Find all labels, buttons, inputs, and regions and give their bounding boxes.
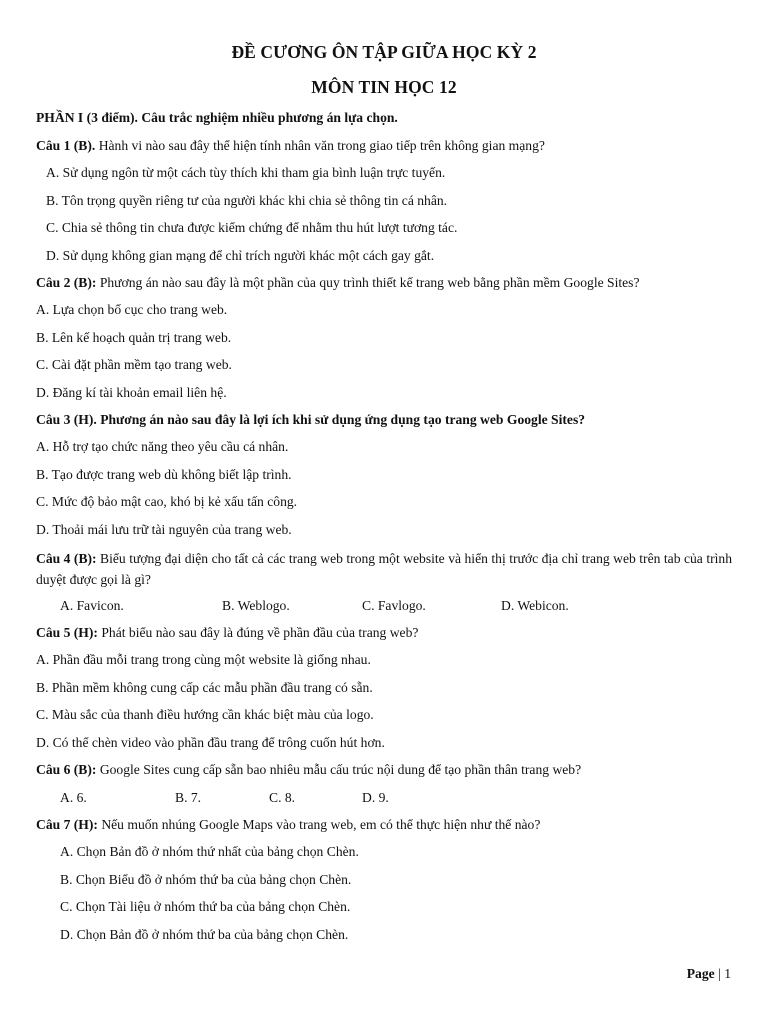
question-4-option-d: D. Webicon. [501,598,569,613]
page-number: 1 [724,966,731,981]
question-6-options [0,789,768,807]
question-4-option-c: C. Favlogo. [362,598,426,613]
question-1-option-c: C. Chia sẻ thông tin chưa được kiểm chứng để nhằm thu hút lượt tương tác. [46,220,458,235]
question-7-option-a: A. Chọn Bản đồ ở nhóm thứ nhất của bảng chọn Chèn. [60,844,359,859]
question-4 [36,548,732,590]
question-5-option-a: A. Phần đầu mỗi trang trong cùng một website là giống nhau. [36,652,371,667]
section-heading: PHẦN I (3 điểm). Câu trắc nghiệm nhiều phương án lựa chọn. [36,110,398,125]
question-4-label: Câu 4 (B): [36,551,97,566]
page-footer [687,966,731,982]
question-2-option-b: B. Lên kế hoạch quản trị trang web. [36,330,232,345]
question-3-option-b: B. Tạo được trang web dù không biết lập trình. [36,467,292,482]
question-7-text: Nếu muốn nhúng Google Maps vào trang web, em có thể thực hiện như thế nào? [97,817,541,832]
question-2 [36,274,732,292]
question-2-option-d: D. Đăng kí tài khoản email liên hệ. [36,385,227,400]
question-3-option-a: A. Hỗ trợ tạo chức năng theo yêu cầu cá nhân. [36,439,289,454]
question-3 [36,411,732,429]
question-7-option-c: C. Chọn Tài liệu ở nhóm thứ ba của bảng chọn Chèn. [60,899,351,914]
question-6-option-a: A. 6. [60,790,87,805]
question-5-text: Phát biểu nào sau đây là đúng về phần đầu của trang web? [97,625,419,640]
question-7-label: Câu 7 (H): [36,817,98,832]
document-subtitle: MÔN TIN HỌC 12 [311,77,457,97]
question-2-option-c: C. Cài đặt phần mềm tạo trang web. [36,357,232,372]
question-4-text: Biểu tượng đại diện cho tất cả các trang web trong một website và hiển thị trước địa chỉ trang web trên tab của trình duyệt được gọi là gì? [36,551,732,587]
question-7-option-b: B. Chọn Biểu đồ ở nhóm thứ ba của bảng chọn Chèn. [60,872,352,887]
question-6-text: Google Sites cung cấp sẵn bao nhiêu mẫu cấu trúc nội dung để tạo phần thân trang web? [96,762,582,777]
question-6-label: Câu 6 (B): [36,762,97,777]
page-separator: | [718,966,721,981]
question-5-option-d: D. Có thể chèn video vào phần đầu trang để trông cuốn hút hơn. [36,735,385,750]
question-2-option-a: A. Lựa chọn bố cục cho trang web. [36,302,228,317]
page-label: Page [686,966,715,981]
question-6-option-d: D. 9. [362,790,389,805]
question-1 [36,137,732,155]
question-6-option-c: C. 8. [269,790,296,805]
question-6-option-b: B. 7. [175,790,202,805]
question-1-label: Câu 1 (B). [36,138,96,153]
question-5 [36,624,732,642]
question-7 [36,816,732,834]
question-5-option-c: C. Màu sắc của thanh điều hướng cần khác biệt màu của logo. [36,707,374,722]
question-7-option-d: D. Chọn Bản đồ ở nhóm thứ ba của bảng chọn Chèn. [60,927,349,942]
question-4-options [0,597,768,615]
question-5-label: Câu 5 (H): [36,625,98,640]
question-2-text: Phương án nào sau đây là một phần của quy trình thiết kế trang web bằng phần mềm Google Sites? [96,275,640,290]
question-1-text: Hành vi nào sau đây thể hiện tính nhân văn trong giao tiếp trên không gian mạng? [95,138,545,153]
document-title: ĐỀ CƯƠNG ÔN TẬP GIỮA HỌC KỲ 2 [231,42,537,62]
question-3-label: Câu 3 (H). Phương án nào sau đây là lợi ích khi sử dụng ứng dụng tạo trang web Google Sites? [36,412,586,427]
question-1-option-d: D. Sử dụng không gian mạng để chỉ trích người khác một cách gay gắt. [46,248,435,263]
question-5-option-b: B. Phần mềm không cung cấp các mẫu phần đầu trang có sẵn. [36,680,373,695]
question-1-option-b: B. Tôn trọng quyền riêng tư của người khác khi chia sẻ thông tin cá nhân. [46,193,448,208]
question-3-option-d: D. Thoải mái lưu trữ tài nguyên của trang web. [36,522,292,537]
question-4-option-b: B. Weblogo. [222,598,290,613]
question-4-option-a: A. Favicon. [60,598,124,613]
question-1-option-a: A. Sử dụng ngôn từ một cách tùy thích khi tham gia bình luận trực tuyến. [46,165,446,180]
question-2-label: Câu 2 (B): [36,275,97,290]
question-6 [36,761,732,779]
question-3-option-c: C. Mức độ bảo mật cao, khó bị kẻ xấu tấn công. [36,494,298,509]
